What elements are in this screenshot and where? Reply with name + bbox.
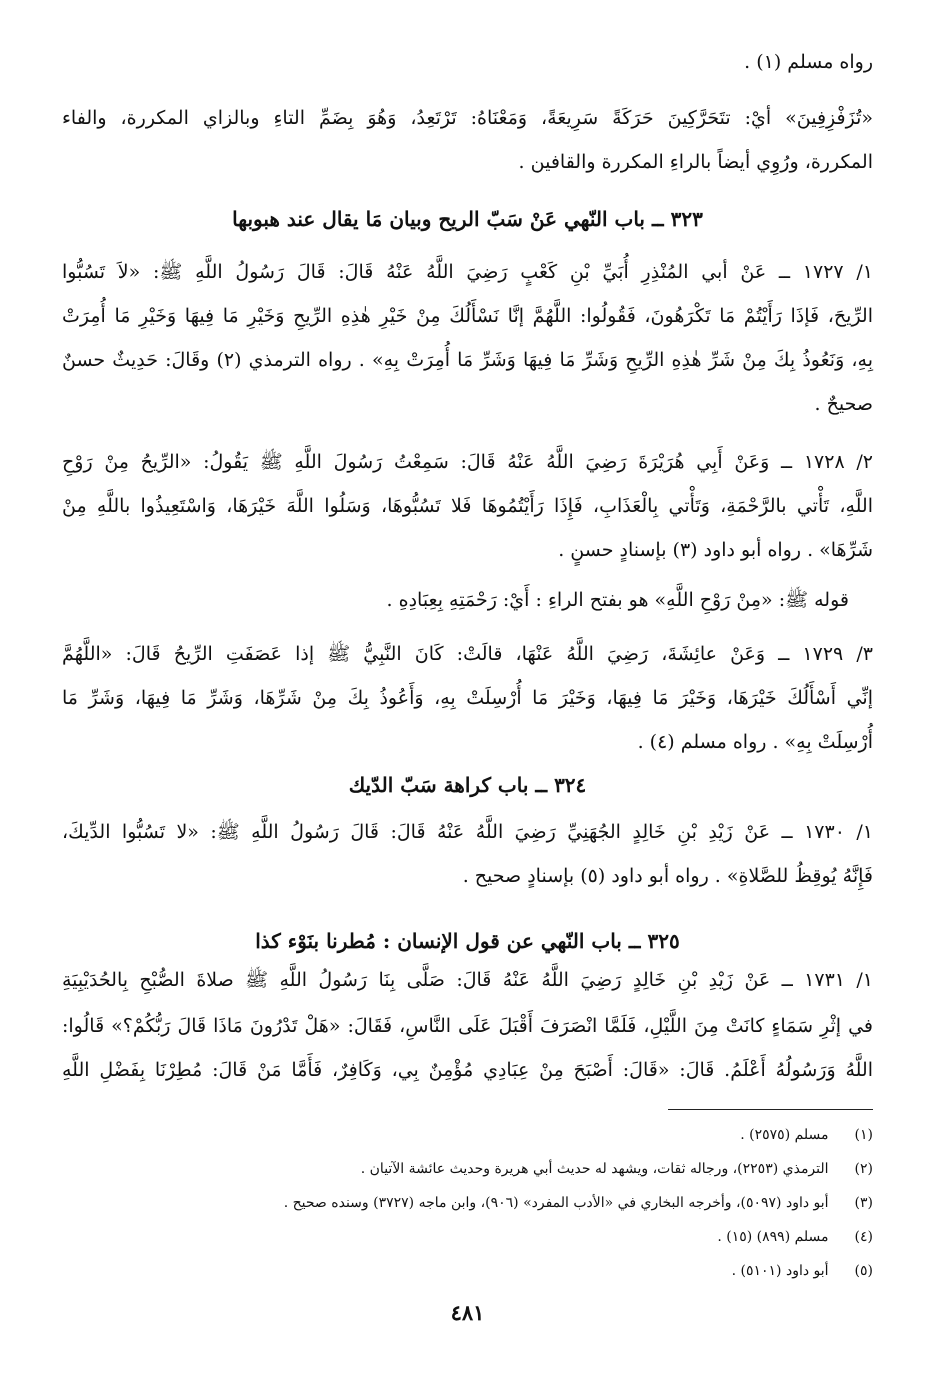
text-line: ٣/ ١٧٢٩ ــ وَعَنْ عائِشَةَ، رَضِيَ اللَّهُ عَنْهَا، قالَتْ: كَانَ النَّبِيُّ ﷺ إذا عَصَفَتِ الرِّيحُ قَالَ: «اللَّهُمَّ: [62, 643, 873, 665]
footnote-text: مسلم (٨٩٩) (١٥) .: [717, 1229, 829, 1245]
footnote-text: أبو داود (٥١٠١) .: [731, 1263, 829, 1279]
text-line: إنِّي أَسْأَلُكَ خَيْرَهَا، وَخَيْرَ مَا فِيهَا، وَخَيْرَ مَا أُرْسِلَتْ بِهِ، وَأَعُوذُ بِكَ مِنْ شَرِّهَا، وَشَرِّ مَا فِيهَا، وَشَرِّ مَا: [62, 687, 873, 709]
text-line: ٢/ ١٧٢٨ ــ وَعَنْ أَبِي هُرَيْرَةَ رَضِيَ اللَّهُ عَنْهُ قَالَ: سَمِعْتُ رَسُولَ اللَّهِ ﷺ يَقُولُ: «الرِّيحُ مِنْ رَوْحِ: [62, 451, 873, 473]
footnote: [62, 1226, 873, 1248]
footnote-number: (١): [854, 1127, 873, 1143]
footnote-text: الترمذي (٢٢٥٣)، ورجاله ثقات، ويشهد له حديث أبي هريرة وحديث عائشة الآتيان .: [360, 1161, 829, 1177]
footnote-separator: [668, 1109, 873, 1110]
text-line: اللَّهِ، تَأْتي بالرَّحْمَةِ، وَتَأْتي بِالْعَذَابِ، فَإِذَا رَأَيْتُمُوهَا فَلا تَسُبُّوهَا، وَسَلُوا اللَّهَ خَيْرَهَا، وَاسْتَعِيذُوا باللَّهِ مِنْ: [62, 495, 873, 517]
footnote-text: مسلم (٢٥٧٥) .: [740, 1127, 829, 1143]
text-line: أُرْسِلَتْ بِهِ» . رواه مسلم (٤) .: [637, 731, 873, 753]
book-page: [62, 0, 873, 1376]
text-line: ١/ ١٧٢٧ ــ عَنْ أبي المُنْذِرِ أُبَيِّ بْنِ كَعْبٍ رَضِيَ اللَّهُ عَنْهُ قَالَ: قَالَ رَسُولُ اللَّهِ ﷺ: «لاَ تَسُبُّوا: [62, 261, 873, 283]
chapter-heading: ٣٢٣ ــ باب النّهي عَنْ سَبّ الريح وبيان مَا يقال عند هبوبها: [232, 207, 703, 231]
footnote: [62, 1192, 873, 1214]
footnote-text: أبو داود (٥٠٩٧)، وأخرجه البخاري في «الأدب المفرد» (٩٠٦)، وابن ماجه (٣٧٢٧) وسنده صحيح .: [283, 1195, 829, 1211]
page-number: ٤٨١: [450, 1300, 485, 1325]
text-line: بِهِ، وَنَعُوذُ بِكَ مِنْ شَرِّ هٰذِهِ الرِّيحِ وَشَرِّ مَا فِيهَا وَشَرِّ مَا أُمِرَتْ بِهِ» . رواه الترمذي (٢) وقَالَ: حَدِيثٌ حسنٌ: [62, 349, 873, 371]
text-line: رواه مسلم (١) .: [744, 51, 873, 73]
text-line: قوله ﷺ: «مِنْ رَوْحِ اللَّهِ» هو بفتح الراءِ : أَيْ: رَحْمَتِهِ بِعِبَادِهِ .: [386, 589, 849, 611]
chapter-heading: ٣٢٤ ــ باب كراهة سَبّ الدّيك: [348, 773, 587, 797]
text-line: اللَّهُ وَرَسُولُهُ أَعْلَمُ. قَالَ: «قَالَ: أَصْبَحَ مِنْ عِبَادِي مُؤْمِنٌ بِي، وَكَافِرٌ، فَأَمَّا مَنْ قَالَ: مُطِرْنَا بِفَضْلِ اللَّهِ: [62, 1059, 873, 1081]
text-line: ١/ ١٧٣٠ ــ عَنْ زَيْدِ بْنِ خَالِدٍ الجُهَنِيِّ رَضِيَ اللَّهُ عَنْهُ قَالَ: قَالَ رَسُولُ اللَّهِ ﷺ: «لا تَسُبُّوا الدِّيكَ،: [62, 821, 873, 843]
text-line: في إثْرِ سَمَاءٍ كانَتْ مِنَ اللَّيْلِ، فَلَمَّا انْصَرَفَ أَقْبَلَ عَلَى النَّاسِ، فَقَالَ: «هَلْ تَدْرُونَ مَاذَا قَالَ رَبُّكُمْ؟» قَالُوا:: [62, 1015, 873, 1037]
footnote-number: (٥): [854, 1263, 873, 1279]
footnote: [62, 1124, 873, 1146]
text-line: الرِّيحَ، فَإذَا رَأَيْتُمْ مَا تَكْرَهُونَ، فَقُولُوا: اللَّهُمَّ إنَّا نَسْأَلُكَ مِنْ خَيْرِ هٰذِهِ الرِّيحِ وَخَيْرِ مَا فِيهَا وَخَيْرِ مَا أُمِرَتْ: [62, 305, 873, 327]
chapter-heading: ٣٢٥ ــ باب النّهي عن قول الإنسان : مُطرنا بنَوْء كذا: [255, 929, 680, 953]
text-line: «تُزَفْزِفِينَ» أيْ: تتَحَرَّكِينَ حَرَكَةً سَرِيعَةً، وَمَعْنَاهُ: تَرْتَعِدُ، وَهُوَ بِضَمِّ التاءِ وبالزاي المكررة، والفاء: [62, 107, 873, 129]
text-line: فَإِنَّهُ يُوقِظُ للصَّلاةِ» . رواه أبو داود (٥) بإسنادٍ صحيح .: [462, 865, 873, 887]
footnote: [62, 1158, 873, 1180]
footnote-number: (٣): [854, 1195, 873, 1211]
text-line: المكررة، ورُوِي أيضاً بالراءِ المكررة والقافين .: [518, 151, 873, 173]
text-line: ١/ ١٧٣١ ــ عَنْ زَيْدِ بْنِ خَالِدٍ رَضِيَ اللَّهُ عَنْهُ قَالَ: صَلَّى بِنَا رَسُولُ اللَّهِ ﷺ صلاةَ الصُّبْحِ بِالحُدَيْبِيَةِ: [62, 969, 873, 991]
text-line: شَرِّهَا» . رواه أبو داود (٣) بإسنادٍ حسنٍ .: [558, 539, 873, 561]
footnote-number: (٢): [854, 1161, 873, 1177]
footnote: [62, 1260, 873, 1282]
text-line: صحيحٌ .: [814, 393, 873, 415]
footnote-number: (٤): [854, 1229, 873, 1245]
